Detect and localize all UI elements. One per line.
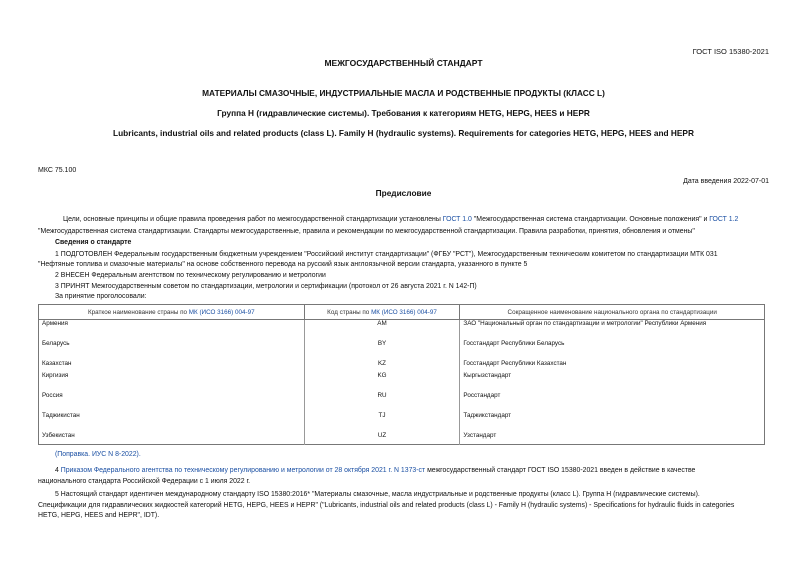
table-row: [39, 412, 765, 432]
body-cell: Таджикстандарт: [463, 412, 512, 419]
body-cell: Кыргызстандарт: [463, 372, 512, 379]
order-link[interactable]: Приказом Федерального агентства по техническому регулированию и метрологии от 28 октября 2021 г. N 1373-ст: [60, 467, 426, 474]
body-cell: Узстандарт: [463, 432, 497, 439]
mks-code: МКС 75.100: [38, 167, 77, 174]
country-cell: Таджикистан: [39, 412, 305, 432]
standard-type-heading: МЕЖГОСУДАРСТВЕННЫЙ СТАНДАРТ: [324, 58, 483, 68]
body-cell: ЗАО "Национальный орган по стандартизации и метрологии" Республики Армения: [463, 320, 707, 327]
code-cell: RU: [304, 392, 460, 412]
preface-heading: Предисловие: [375, 188, 432, 198]
item2: 2 ВНЕСЕН Федеральным агентством по техническому регулированию и метрологии: [55, 272, 326, 279]
column-header-code: Код страны по МК (ИСО 3166) 004-97: [304, 305, 460, 320]
table-row: [39, 320, 765, 341]
amendment-link[interactable]: (Поправка. ИУС N 8-2022).: [55, 451, 141, 458]
code-cell: UZ: [304, 432, 460, 445]
voted-label: За принятие проголосовали:: [55, 293, 147, 300]
effective-date: Дата введения 2022-07-01: [683, 178, 769, 185]
item1-line1: 1 ПОДГОТОВЛЕН Федеральным государственным бюджетным учреждением "Российский институт стандартизации" (ФГБУ "РСТ"), Межгосударственным техническим комитетом по стандартизации МТК 031: [55, 251, 718, 258]
voting-countries-table: [38, 304, 765, 445]
table-header-row: [39, 305, 765, 320]
code-cell: KG: [304, 372, 460, 392]
mk-iso-3166-link[interactable]: МК (ИСО 3166) 004-97: [188, 308, 255, 316]
goals-paragraph: [63, 216, 738, 223]
table-row: [39, 360, 765, 372]
goals-paragraph-line2: "Межгосударственная система стандартизации. Стандарты межгосударственные, правила и рекомендации по межгосударственной стандартизации. Правила разработки, принятия, обновления и отмены": [38, 228, 695, 235]
body-cell: Госстандарт Республики Казахстан: [463, 360, 567, 367]
country-cell: Киргизия: [39, 372, 305, 392]
code-cell: AM: [304, 320, 460, 341]
document-code: ГОСТ ISO 15380-2021: [692, 47, 769, 56]
item4-line1: 4 Приказом Федерального агентства по техническому регулированию и метрологии от 28 октября 2021 г. N 1373-ст межгосударственный стандарт ГОСТ ISO 15380-2021 введен в действие в качестве: [55, 467, 696, 474]
document-subtitle: Группа H (гидравлические системы). Требования к категориям HETG, HEPG, HEES и HEPR: [217, 108, 590, 118]
document-title-english: Lubricants, industrial oils and related products (class L). Family H (hydraulic systems). Requirements for categories HETG, HEPG, HEES and HEPR: [113, 128, 694, 138]
goals-text-a: Цели, основные принципы и общие правила проведения работ по межгосударственной стандартизации установлены: [63, 216, 443, 223]
table-row: [39, 432, 765, 445]
amendment-note: [55, 451, 141, 458]
country-cell: Россия: [39, 392, 305, 412]
code-cell: TJ: [304, 412, 460, 432]
goals-text-b: "Межгосударственная система стандартизации. Основные положения" и: [471, 216, 710, 223]
body-cell: Госстандарт Республики Беларусь: [463, 340, 565, 347]
country-cell: Беларусь: [39, 340, 305, 360]
gost-1-0-link[interactable]: ГОСТ 1.0: [442, 216, 472, 223]
column-header-country: Краткое наименование страны по МК (ИСО 3166) 004-97: [39, 305, 305, 320]
document-title: МАТЕРИАЛЫ СМАЗОЧНЫЕ, ИНДУСТРИАЛЬНЫЕ МАСЛА И РОДСТВЕННЫЕ ПРОДУКТЫ (КЛАСС L): [202, 88, 605, 98]
item4-line2: национального стандарта Российской Федерации с 1 июля 2022 г.: [38, 478, 251, 485]
item5-line1: 5 Настоящий стандарт идентичен международному стандарту ISO 15380:2016* "Материалы смазочные, масла индустриальные и родственные продукты (класс L). Группа H (гидравлические системы).: [55, 491, 700, 498]
item5-line2: Спецификации для гидравлических жидкостей категорий HETG, HEPG, HEES и HEPR" ("Lubricants, industrial oils and related products (class L) - Family H (hydraulic systems) - Specifications for hydraulic fluids in categories: [38, 502, 735, 509]
code-cell: BY: [304, 340, 460, 360]
table-row: [39, 392, 765, 412]
body-cell: Росстандарт: [463, 392, 501, 399]
table-row: [39, 372, 765, 392]
standard-info-heading: Сведения о стандарте: [55, 239, 132, 246]
code-cell: KZ: [304, 360, 460, 372]
gost-1-2-link[interactable]: ГОСТ 1.2: [709, 216, 739, 223]
item5-line3: HETG, HEPG, HEES and HEPR", IDT).: [38, 512, 160, 519]
item3: 3 ПРИНЯТ Межгосударственным советом по стандартизации, метрологии и сертификации (протокол от 26 августа 2021 г. N 142-П): [55, 283, 477, 290]
column-header-body: Сокращенное наименование национального органа по стандартизации: [460, 305, 765, 320]
mk-iso-3166-link[interactable]: МК (ИСО 3166) 004-97: [371, 308, 437, 316]
item1-line2: "Нефтяные топлива и смазочные материалы" на основе собственного перевода на русский язык англоязычной версии стандарта, указанного в пункте 5: [38, 261, 528, 268]
country-cell: Узбекистан: [39, 432, 305, 445]
country-cell: Казахстан: [39, 360, 305, 372]
country-cell: Армения: [39, 320, 305, 341]
table-row: [39, 340, 765, 360]
